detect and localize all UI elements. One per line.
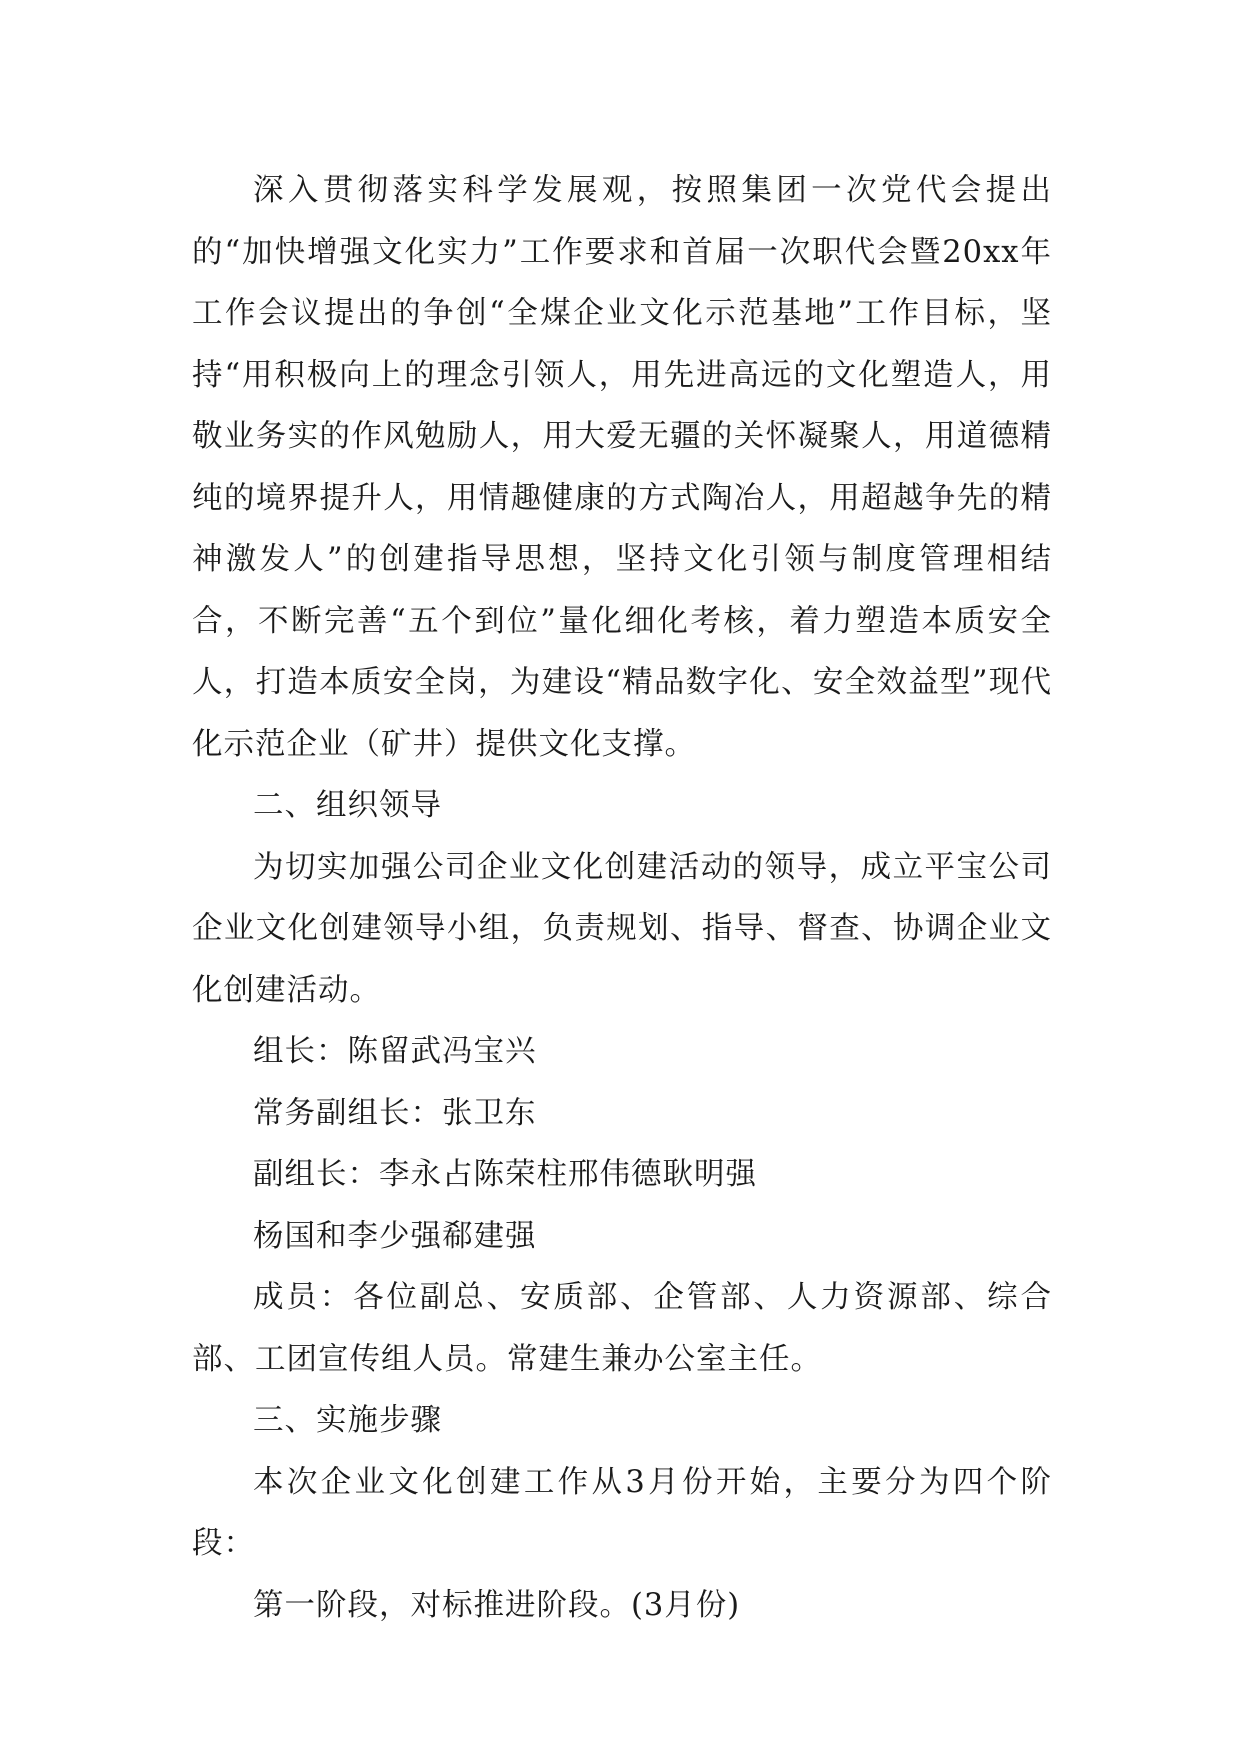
paragraph-members: 成员：各位副总、安质部、企管部、人力资源部、综合部、工团宣传组人员。常建生兼办公室主任。 xyxy=(192,1280,1052,1377)
paragraph-leadership-group: 为切实加强公司企业文化创建活动的领导，成立平宝公司企业文化创建领导小组，负责规划、指导、督查、协调企业文化创建活动。 xyxy=(192,849,1052,1008)
section-heading-steps: 三、实施步骤 xyxy=(253,1403,442,1438)
paragraph-guiding-thought: 深入贯彻落实科学发展观，按照集团一次党代会提出的“加快增强文化实力”工作要求和首届一次职代会暨20xx年工作会议提出的争创“全煤企业文化示范基地”工作目标，坚持“用积极向上的理念引领人，用先进高远的文化塑造人，用敬业务实的作风勉励人，用大爱无疆的关怀凝聚人，用道德精纯的境界提升人，用情趣健康的方式陶冶人，用超越争先的精神激发人”的创建指导思想，坚持文化引领与制度管理相结合，不断完善“五个到位”量化细化考核，着力塑造本质安全人，打造本质安全岗，为建设“精品数字化、安全效益型”现代化示范企业（矿井）提供文化支撑。 xyxy=(192,173,1052,762)
section-heading-organization: 二、组织领导 xyxy=(253,788,442,823)
paragraph-group-leader: 组长：陈留武冯宝兴 xyxy=(253,1034,537,1069)
paragraph-executive-deputy: 常务副组长：张卫东 xyxy=(253,1095,537,1131)
document-body xyxy=(192,160,1052,1636)
paragraph-stages-intro: 本次企业文化创建工作从3月份开始，主要分为四个阶段： xyxy=(192,1464,1052,1561)
paragraph-deputy-leaders-cont: 杨国和李少强郗建强 xyxy=(253,1218,537,1254)
paragraph-stage-one: 第一阶段，对标推进阶段。(3月份) xyxy=(253,1587,741,1623)
paragraph-deputy-leaders: 副组长：李永占陈荣柱邢伟德耿明强 xyxy=(253,1157,757,1192)
